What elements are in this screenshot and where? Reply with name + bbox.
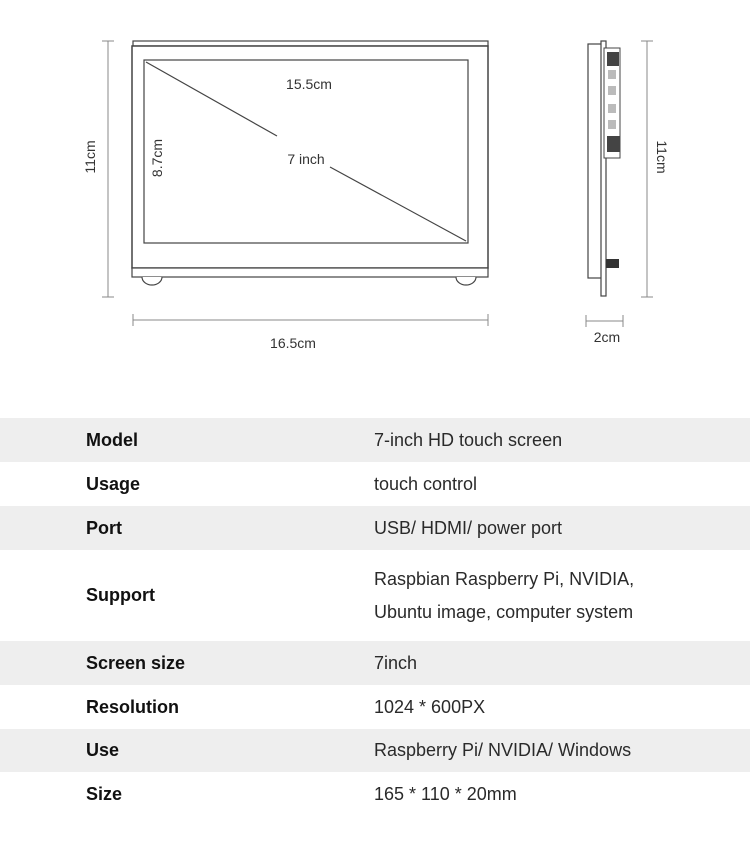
spec-label: Support <box>86 585 155 605</box>
bottom-bezel <box>132 268 488 277</box>
side-port-5 <box>608 120 616 129</box>
screen-height-label: 8.7cm <box>149 138 165 178</box>
spec-row-screen-size <box>0 641 750 685</box>
spec-row-size <box>0 772 750 816</box>
diagonal-label: 7 inch <box>287 151 325 167</box>
depth-dimension <box>586 315 623 345</box>
spec-value: 1024 * 600PX <box>374 696 486 717</box>
side-view <box>588 41 620 296</box>
spec-label: Resolution <box>86 696 179 717</box>
spec-value: 165 * 110 * 20mm <box>374 783 517 804</box>
front-view <box>132 41 488 285</box>
spec-row-model <box>0 418 750 462</box>
overall-height-label: 11cm <box>82 140 98 174</box>
spec-value: USB/ HDMI/ power port <box>374 506 750 550</box>
overall-width-label: 16.5cm <box>270 335 316 351</box>
right-foot <box>456 277 476 285</box>
screen-width-label: 15.5cm <box>286 76 332 92</box>
side-port-2 <box>608 70 616 79</box>
side-height-label: 11cm <box>654 140 670 174</box>
spec-value: 7inch <box>374 641 750 685</box>
side-port-6 <box>607 136 620 152</box>
spec-table <box>0 418 750 816</box>
overall-width-dimension <box>133 314 488 351</box>
spec-value: 7-inch HD touch screen <box>374 418 750 462</box>
spec-value: Raspberry Pi/ NVIDIA/ Windows <box>374 729 750 772</box>
spec-label: Usage <box>86 473 141 494</box>
side-port-1 <box>607 52 619 66</box>
spec-row-port <box>0 506 750 550</box>
spec-value: touch control <box>374 473 478 494</box>
depth-label: 2cm <box>593 329 621 345</box>
spec-label: Port <box>0 506 374 550</box>
overall-height-dimension <box>82 41 114 297</box>
spec-value: Raspbian Raspberry Pi, NVIDIA, Ubuntu image, computer system <box>374 568 635 622</box>
side-port-3 <box>608 86 616 95</box>
left-foot <box>142 277 162 285</box>
side-height-dimension <box>641 41 670 297</box>
spec-row-support <box>0 550 750 641</box>
spec-label: Screen size <box>0 641 374 685</box>
spec-label: Size <box>86 783 123 804</box>
spec-label: Model <box>0 418 374 462</box>
dimension-diagram <box>0 0 750 400</box>
spec-row-resolution <box>0 685 750 729</box>
spec-label: Use <box>0 729 374 772</box>
spec-row-use <box>0 729 750 772</box>
spec-row-usage <box>0 462 750 506</box>
side-foot <box>606 259 619 268</box>
side-port-4 <box>608 104 616 113</box>
